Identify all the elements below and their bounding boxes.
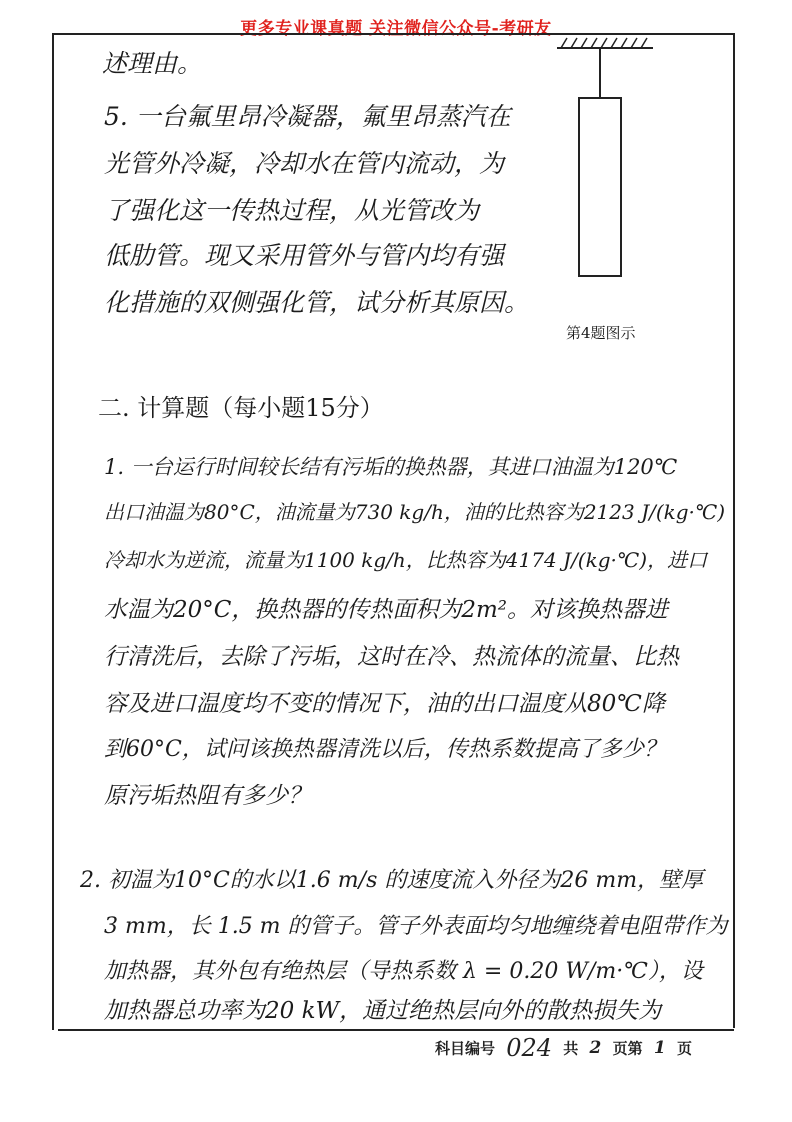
text-line: 光管外冷凝，冷却水在管内流动，为: [104, 149, 505, 178]
page-number: 1: [653, 1038, 666, 1058]
text-line: 到60°C，试问该换热器清洗以后，传热系数提高了多少？: [104, 737, 666, 762]
section-title: 二. 计算题（每小题15分）: [98, 394, 384, 422]
page-suffix: 页: [676, 1039, 692, 1058]
text-line: 容及进口温度均不变的情况下，油的出口温度从80℃降: [104, 691, 665, 717]
text-line: 了强化这一传热过程，从光管改为: [104, 196, 480, 225]
frame-border-left: [52, 33, 54, 1030]
text-line: 行清洗后，去除了污垢，这时在冷、热流体的流量、比热: [104, 644, 679, 670]
subject-code: 024: [506, 1034, 553, 1062]
figure-caption: 第4题图示: [566, 324, 636, 342]
text-line: 3 mm，长 1.5 m 的管子。管子外表面均匀地缠绕着电阻带作为: [104, 914, 728, 939]
text-line: 冷却水为逆流，流量为1100 kg/h，比热容为4174 J/(kg·℃)，进口: [104, 548, 708, 572]
total-pages: 2: [589, 1038, 602, 1058]
frame-border-right: [733, 33, 735, 1028]
text-line: 水温为20°C，换热器的传热面积为2m²。对该换热器进: [104, 597, 669, 623]
total-pages-label: 共: [563, 1039, 579, 1058]
text-line: 低肋管。现又采用管外与管内均有强: [104, 241, 505, 270]
text-line: 加热器总功率为20 kW，通过绝热层向外的散热损失为: [104, 998, 662, 1024]
hanging-rod-figure: [555, 36, 655, 286]
page-footer: [435, 1034, 692, 1062]
text-line: 出口油温为80°C，油流量为730 kg/h，油的比热容为2123 J/(kg·℃): [104, 500, 726, 524]
text-line: 述理由。: [102, 49, 203, 78]
text-line: 5. 一台氟里昂冷凝器，氟里昂蒸汽在: [104, 102, 511, 131]
text-line: 1. 一台运行时间较长结有污垢的换热器，其进口油温为120℃: [104, 455, 678, 479]
subject-code-label: 科目编号: [435, 1039, 496, 1058]
frame-border-top: [52, 33, 734, 35]
text-line: 2. 初温为10°C的水以1.6 m/s 的速度流入外径为26 mm，壁厚: [80, 868, 704, 893]
text-line: 加热器，其外包有绝热层（导热系数 λ = 0.20 W/m·℃），设: [104, 959, 703, 984]
text-line: 原污垢热阻有多少？: [104, 783, 311, 809]
header-note: 更多专业课真题 关注微信公众号-考研友: [240, 19, 552, 39]
frame-border-bottom: [58, 1029, 734, 1031]
text-line: 化措施的双侧强化管，试分析其原因。: [104, 288, 530, 317]
page-label: 页第: [612, 1039, 643, 1058]
